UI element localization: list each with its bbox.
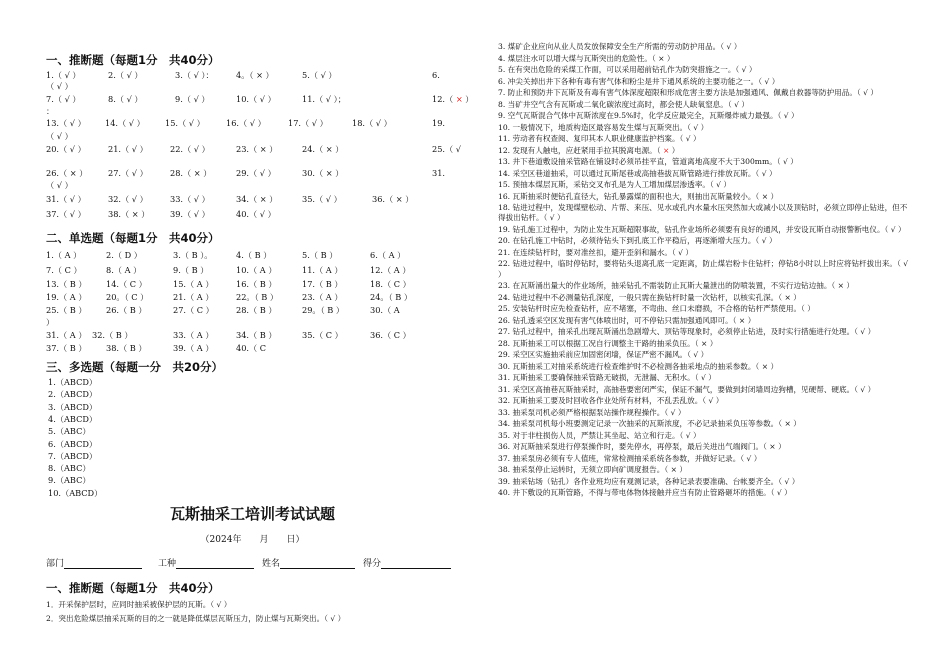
multi-answer: 8.（ABC） (48, 463, 91, 474)
judge-answer: 9.（ √ ） (175, 94, 210, 104)
question-item: 33. 抽采泵司机必须严格根据泵站操作规程操作。（ √ ） (498, 407, 686, 417)
single-answer: 29。（ B ） (302, 305, 345, 315)
question-item: 14. 采空区巷道抽采，可以通过瓦斯尾巷或高抽巷拔瓦斯管路进行排放瓦斯。（ √ ） (498, 168, 777, 178)
multi-heading: 三、多选题（每题一分 共20分） (46, 360, 224, 374)
single-answer: 19.（ A ） (46, 292, 87, 302)
question-item: 36. 对瓦斯抽采泵进行停泵操作时，要先停水，再停泵，最后关进出气端阀门。（ × ） (498, 442, 786, 452)
job-field[interactable] (158, 556, 254, 569)
multi-answer: 3.（ABCD） (48, 401, 98, 412)
single-answer: 40.（ C (236, 343, 267, 353)
question-item: 40. 井下敷设的瓦斯管路，不得与带电体物体接触并应当有防止管路砸坏的措施。（ √ ） (498, 488, 792, 498)
single-answer: 37.（ B ） (46, 343, 87, 353)
multi-answer: 1.（ABCD） (48, 377, 98, 387)
single-answer: 18.（ C ） (370, 279, 411, 289)
single-answer: 30.（ A (370, 305, 400, 315)
question-item: 12. 发现有人触电，应赶紧用手拉其脱离电源。（ × ） (498, 145, 680, 155)
single-answer: 22。（ B ） (236, 292, 279, 302)
multi-answer: 6.（ABCD） (48, 438, 98, 449)
single-answer: 16.（ B ） (236, 279, 277, 289)
single-answer: 11.（ A ） (302, 265, 343, 275)
judge-answer: 36.（ × ） (372, 194, 414, 204)
single-answer: 23.（ A ） (302, 292, 343, 302)
question-item: 9. 空气瓦斯混合气体中瓦斯浓度在9.5%时，化学反应最完全，瓦斯爆炸威力最强。（ √ ） (498, 111, 799, 120)
judge-answer: 33.（ √ ） (170, 194, 210, 204)
multi-answer: 7.（ABCD） (48, 450, 98, 461)
judge-answer: 31. (432, 168, 446, 178)
judge-answer: 22.（ √ ） (170, 144, 210, 154)
question-item: 23. 在瓦斯涌出量大的作业场所，抽采钻孔不需装防止瓦斯大量泄出的防喷装置，不实行边钻边抽。（ × ） (498, 281, 855, 291)
judge-heading-2: 一、推断题（每题1分 共40分） (46, 581, 220, 595)
judge-answer: 8.（ √ ） (108, 94, 143, 104)
judge-answer: 28.（ × ） (170, 168, 212, 178)
judge-answer: 17.（ √ ） (288, 118, 328, 128)
single-answer: ） (46, 317, 55, 327)
question-item: 21. 在连续钻杆时，要对准丝扣，避开歪斜和漏水。（ √ ） (498, 247, 694, 257)
judge-answer: 6. (432, 70, 440, 80)
question-item: 7. 防止和预防井下瓦斯及有毒有害气体深度超限和形成危害主要方法是加强通风、佩戴自救器等防护用品。（ √ ） (498, 88, 879, 97)
question-item: 1．开采保护层时，应同时抽采被保护层的瓦斯。（ √ ） (46, 600, 232, 609)
single-answer: 5.（ B ） (302, 250, 338, 260)
name-field[interactable] (262, 556, 355, 569)
question-item: 10. 一般情况下，地质构造区最容易发生煤与瓦斯突出。（ √ ） (498, 122, 709, 132)
single-answer: 6.（ A ） (370, 250, 406, 260)
judge-answer: 23.（ × ） (236, 144, 278, 154)
question-item: 31. 采空区高抽巷瓦斯抽采时，高抽巷要密闭严实，保证不漏气，要做到封闭墙周边狗槽，见硬帮、硬底。（ √ ） (498, 384, 876, 394)
question-item: 37. 抽采泵房必须有专人值班，常常检测抽采系统各参数，并做好记录。（ √ ） (498, 453, 762, 463)
judge-answer: 38.（ × ） (108, 209, 150, 219)
single-answer: 3.（ B ）。 (173, 250, 213, 260)
question-item: 20. 在钻孔施工中钻时，必须待钻头下到孔底工作平稳后，再逐渐增大压力。（ √ ） (498, 236, 777, 246)
single-heading: 二、单选题（每题1分 共40分） (46, 231, 220, 245)
single-answer: 8.（ A ） (106, 265, 142, 275)
single-answer: 28.（ B ） (236, 305, 277, 315)
single-answer: 14.（ C ） (106, 279, 147, 289)
judge-answer: 31.（ √ ） (46, 194, 86, 204)
question-item: 28. 瓦斯抽采工可以根据工况自行调整主干路的抽采负压。（ × ） (498, 338, 718, 348)
judge-answer: （ √ ） (46, 180, 73, 190)
judge-answer: 12.（ × ） (432, 94, 474, 104)
score-label: 得分 (363, 559, 382, 569)
judge-answer: 27.（ √ ） (108, 168, 148, 178)
single-answer: 26.（ B ） (106, 305, 147, 315)
single-answer: 13.（ B ） (46, 279, 87, 289)
judge-answer: 39.（ √ ） (170, 209, 210, 219)
single-answer: 15.（ A ） (173, 279, 214, 289)
single-answer: 34.（ B ） (236, 330, 277, 340)
single-answer: 24。（ B ） (370, 292, 413, 302)
single-answer: 20。（ C ） (106, 292, 149, 302)
question-item: 24. 钻进过程中不必测量钻孔深度，一般只需在换钻杆时量一次钻杆，以核实孔深。（ × ） (498, 292, 801, 302)
name-label: 姓名 (262, 559, 281, 569)
judge-answer: （ √ ） (46, 81, 73, 91)
exam-date: （2024年 月 日） (200, 535, 305, 545)
single-answer: 21.（ A ） (173, 292, 214, 302)
judge-answer: 29.（ √ ） (236, 168, 276, 178)
single-answer: 2.（ D ） (106, 250, 142, 260)
multi-answer: 10.（ABCD） (48, 487, 103, 498)
single-answer: 12.（ A ） (370, 265, 411, 275)
question-item: 8. 当矿井空气含有瓦斯或二氧化碳浓度过高时，都会使人缺氧窒息。（ √ ） (498, 99, 749, 109)
single-answer: 27.（ C ） (173, 305, 214, 315)
question-item: 11. 劳动者有权查阅、复印其本人职业健康监护档案。（ √ ） (498, 134, 701, 143)
judge-answer: 16.（ √ ） (226, 118, 266, 128)
single-answer: 32.（ B ） (92, 330, 133, 340)
question-item: 35. 对于非柱损伤人员，严禁让其坐起、站立和行走。（ √ ） (498, 430, 701, 440)
question-item: 30. 瓦斯抽采工对抽采系统进行检查维护时不必检测各抽采地点的抽采参数。（ × ） (498, 361, 779, 371)
question-item: 4. 煤层注水可以增大煤与瓦斯突出的危险性。（ × ） (498, 53, 675, 63)
judge-answer: 40.（ √ ） (236, 209, 276, 219)
judge-answer: 2.（ √ ） (108, 70, 143, 80)
judge-answer: 19. (432, 118, 446, 128)
judge-answer: 15.（ √ ） (165, 118, 205, 128)
judge-answer: 32.（ √ ） (108, 194, 148, 204)
judge-answer: 13.（ √ ） (46, 118, 86, 128)
single-answer: 9.（ B ） (173, 265, 209, 275)
question-item: 27. 钻孔过程中，抽采孔出现瓦斯涌出急剧增大、顶钻等现象时，必须停止钻进，及时实行措施进行处理。（ √ ） (498, 327, 876, 337)
question-item: 39. 抽采钻场（钻孔）各作业班均应有观测记录，各种记录表要准确、台帐要齐全。（ √ ） (498, 476, 800, 486)
question-item: 2．突出危险煤层抽采瓦斯的目的之一就是降低煤层瓦斯压力，防止煤与瓦斯突出。（ √ ） (46, 614, 346, 623)
single-answer: 25.（ B ） (46, 305, 87, 315)
judge-answer: 34.（ × ） (236, 194, 278, 204)
single-answer: 10.（ A ） (236, 265, 277, 275)
question-item: 16. 瓦斯抽采时便钻孔直径大，钻孔暴露煤的面积也大，则抽出瓦斯量较小。（ × ） (498, 191, 779, 201)
judge-answer: 1.（ √ ） (46, 70, 81, 80)
single-answer: 39.（ A ） (173, 343, 214, 353)
judge-answer: 3.（ √ ）： (175, 70, 214, 80)
question-item: 26. 钻孔透采空区发现有害气体喷出时，可不停钻只需加强通风即可。（ × ） (498, 315, 756, 325)
question-item: 22. 钻进过程中，临时停钻时，要将钻头退离孔底一定距离，防止煤岩粉卡住钻杆；停钻8小时以上时应将钻杆拔出来。（ √ ） (498, 259, 909, 279)
question-item: 18. 钻进过程中，发现煤壁松动、片帮、来压、见水或孔内水量水压突然加大或减小以及顶钻时，必须立即停止钻进，但不得拔出钻杆。（ √ ） (498, 203, 908, 223)
question-item: 13. 井下巷道敷设抽采管路在铺设时必须吊挂平直，管道离地高度不大于300mm。（ √ ） (498, 157, 798, 166)
question-item: 31. 瓦斯抽采工要确保抽采管路无破损，无泄漏、无积水。（ √ ） (498, 373, 716, 383)
judge-answer: 25.（ √ (432, 144, 462, 154)
multi-answer: 4.（ABCD） (48, 413, 98, 424)
judge-answer: 11.（ √ ）； (302, 94, 346, 104)
single-answer: 1.（ A ） (46, 250, 82, 260)
question-item: 15. 预抽本煤层瓦斯，采钻交叉布孔是为人工增加煤层渗透率。（ √ ） (498, 180, 731, 189)
question-item: 25. 安装钻杆时应先检查钻杆，应不堵塞，不弯曲、丝口未磨损，不合格的钻杆严禁使用。（ ） (498, 304, 815, 314)
question-item: 6. 冲尖关掉出井下各种有毒有害气体和粉尘是井下通风系统的主要功能之一。（ √ ） (498, 76, 780, 86)
department-label: 部门 (46, 559, 65, 569)
multi-answer: 2.（ABCD） (48, 389, 98, 400)
single-answer: 33.（ A ） (173, 330, 214, 340)
question-item: 29. 采空区实施抽采前应加固密闭墙，保证严密不漏风。（ √ ） (498, 350, 709, 360)
single-answer: 36.（ C ） (370, 330, 411, 340)
exam-title: 瓦斯抽采工培训考试试题 (169, 505, 335, 523)
red-x-mark-icon: × (455, 94, 463, 104)
judge-answer: 5.（ √ ） (302, 70, 337, 80)
judge-answer: 20.（ √ ） (46, 144, 86, 154)
single-answer: 31.（ A ） (46, 330, 87, 340)
judge-answer: 21.（ √ ） (108, 144, 148, 154)
judge-answer: 30.（ × ） (302, 168, 344, 178)
question-item: 3. 煤矿企业应向从业人员发放保障安全生产所需的劳动防护用品。（ √ ） (498, 42, 742, 51)
judge-answer: （ √ ） (46, 131, 73, 141)
question-item: 5. 在有突出危险的采煤工作面，可以采用超前钻孔作为防突措施之一。（ √ ） (498, 65, 757, 74)
judge-answer: 14.（ √ ） (105, 118, 145, 128)
question-item: 34. 抽采泵司机每小班要测定记录一次抽采的瓦斯浓度，不必记录抽采负压等参数。（ × ） (498, 419, 801, 429)
single-answer: 4.（ B ） (236, 250, 272, 260)
judge-answer: 35.（ √ ） (302, 194, 342, 204)
right-questions (498, 42, 913, 500)
question-item: 32. 瓦斯抽采工要及时回收各作业处所有材料，不乱丢乱放。（ √ ） (498, 396, 724, 406)
judge-answer: 26.（ × ） (46, 168, 88, 178)
judge-answer: 4。（ × ） (236, 70, 274, 80)
question-item: 19. 钻孔施工过程中，为防止发生瓦斯超限事故，钻孔作业场所必须要有良好的通风，并安设瓦斯自动报警断电仪。（ √ ） (498, 224, 906, 234)
job-label: 工种 (158, 559, 177, 569)
score-field[interactable] (363, 556, 451, 569)
judge-answer: 10.（ √ ） (236, 94, 276, 104)
single-answer: 35.（ C ） (302, 330, 343, 340)
multi-answer: 9.（ABC） (48, 475, 91, 486)
judge-answer: 24.（ × ） (302, 144, 344, 154)
judge-heading: 一、推断题（每题1分 共40分） (46, 53, 220, 67)
single-answer: 17.（ B ） (302, 279, 343, 289)
department-field[interactable] (46, 556, 142, 569)
judge-answer: ： (46, 106, 55, 116)
question-item: 38. 抽采泵停止运转时，无须立即向矿调度报告。（ × ） (498, 465, 687, 475)
single-answer: 38.（ B ） (106, 343, 147, 353)
judge-answer: 18.（ √ ） (352, 118, 392, 128)
judge-answer: 37.（ √ ） (46, 209, 86, 219)
red-x-mark-icon: × (662, 145, 670, 155)
judge-answer: 7.（ √ ） (46, 94, 81, 104)
single-answer: 7.（ C ） (46, 265, 82, 275)
multi-answer: 5.（ABC） (48, 426, 91, 437)
